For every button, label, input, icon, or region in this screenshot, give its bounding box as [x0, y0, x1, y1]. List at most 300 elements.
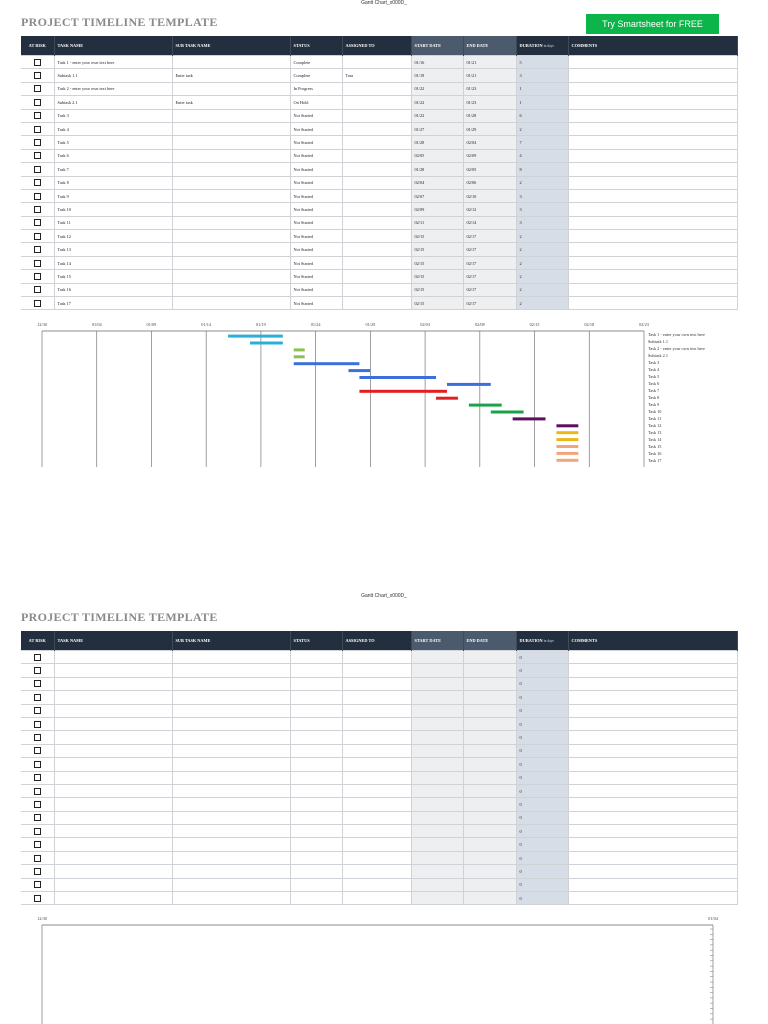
- end-date-cell[interactable]: 01/23: [463, 82, 516, 95]
- end-date-cell[interactable]: [463, 704, 516, 717]
- comments-cell[interactable]: [568, 677, 737, 690]
- status-cell[interactable]: [290, 677, 342, 690]
- duration-cell[interactable]: 0: [516, 825, 568, 838]
- start-date-cell[interactable]: [411, 664, 463, 677]
- start-date-cell[interactable]: [411, 825, 463, 838]
- at-risk-checkbox[interactable]: [34, 801, 41, 808]
- status-cell[interactable]: [290, 731, 342, 744]
- comments-cell[interactable]: [568, 651, 737, 664]
- assigned-to-cell[interactable]: [342, 203, 411, 216]
- start-date-cell[interactable]: 02/15: [411, 256, 463, 269]
- sub-task-cell[interactable]: [172, 811, 290, 824]
- task-name-cell[interactable]: [54, 744, 172, 757]
- sub-task-cell[interactable]: Enter task: [172, 96, 290, 109]
- sub-task-cell[interactable]: [172, 892, 290, 905]
- task-name-cell[interactable]: Task 16: [54, 283, 172, 296]
- status-cell[interactable]: In Progress: [290, 82, 342, 95]
- start-date-cell[interactable]: [411, 811, 463, 824]
- at-risk-checkbox[interactable]: [34, 654, 41, 661]
- start-date-cell[interactable]: [411, 731, 463, 744]
- duration-cell[interactable]: 3: [516, 216, 568, 229]
- comments-cell[interactable]: [568, 717, 737, 730]
- comments-cell[interactable]: [568, 203, 737, 216]
- duration-cell[interactable]: 0: [516, 771, 568, 784]
- sub-task-cell[interactable]: [172, 203, 290, 216]
- sub-task-cell[interactable]: [172, 651, 290, 664]
- at-risk-checkbox[interactable]: [34, 72, 41, 79]
- assigned-to-cell[interactable]: [342, 744, 411, 757]
- task-name-cell[interactable]: Task 9: [54, 189, 172, 202]
- assigned-to-cell[interactable]: [342, 256, 411, 269]
- status-cell[interactable]: [290, 878, 342, 891]
- task-name-cell[interactable]: [54, 865, 172, 878]
- start-date-cell[interactable]: 02/09: [411, 203, 463, 216]
- sub-task-cell[interactable]: Enter task: [172, 69, 290, 82]
- status-cell[interactable]: [290, 825, 342, 838]
- duration-cell[interactable]: 0: [516, 798, 568, 811]
- assigned-to-cell[interactable]: Tara: [342, 69, 411, 82]
- assigned-to-cell[interactable]: [342, 825, 411, 838]
- duration-cell[interactable]: 3: [516, 189, 568, 202]
- end-date-cell[interactable]: 01/21: [463, 69, 516, 82]
- status-cell[interactable]: Not Started: [290, 256, 342, 269]
- at-risk-checkbox[interactable]: [34, 300, 41, 307]
- status-cell[interactable]: [290, 704, 342, 717]
- end-date-cell[interactable]: 02/17: [463, 230, 516, 243]
- at-risk-checkbox[interactable]: [34, 179, 41, 186]
- assigned-to-cell[interactable]: [342, 691, 411, 704]
- start-date-cell[interactable]: 02/15: [411, 230, 463, 243]
- sub-task-cell[interactable]: [172, 664, 290, 677]
- task-name-cell[interactable]: [54, 811, 172, 824]
- at-risk-checkbox[interactable]: [34, 814, 41, 821]
- task-name-cell[interactable]: Task 6: [54, 149, 172, 162]
- end-date-cell[interactable]: [463, 664, 516, 677]
- end-date-cell[interactable]: 02/17: [463, 256, 516, 269]
- duration-cell[interactable]: 0: [516, 744, 568, 757]
- duration-cell[interactable]: 2: [516, 270, 568, 283]
- end-date-cell[interactable]: [463, 758, 516, 771]
- at-risk-checkbox[interactable]: [34, 193, 41, 200]
- at-risk-checkbox[interactable]: [34, 260, 41, 267]
- assigned-to-cell[interactable]: [342, 731, 411, 744]
- assigned-to-cell[interactable]: [342, 230, 411, 243]
- status-cell[interactable]: [290, 798, 342, 811]
- sub-task-cell[interactable]: [172, 744, 290, 757]
- comments-cell[interactable]: [568, 109, 737, 122]
- comments-cell[interactable]: [568, 744, 737, 757]
- start-date-cell[interactable]: [411, 691, 463, 704]
- duration-cell[interactable]: 2: [516, 297, 568, 310]
- comments-cell[interactable]: [568, 838, 737, 851]
- comments-cell[interactable]: [568, 96, 737, 109]
- status-cell[interactable]: [290, 784, 342, 797]
- assigned-to-cell[interactable]: [342, 677, 411, 690]
- start-date-cell[interactable]: [411, 838, 463, 851]
- end-date-cell[interactable]: [463, 851, 516, 864]
- comments-cell[interactable]: [568, 122, 737, 135]
- duration-cell[interactable]: 2: [516, 243, 568, 256]
- duration-cell[interactable]: 3: [516, 203, 568, 216]
- at-risk-checkbox[interactable]: [34, 761, 41, 768]
- status-cell[interactable]: Not Started: [290, 189, 342, 202]
- start-date-cell[interactable]: 02/15: [411, 297, 463, 310]
- end-date-cell[interactable]: [463, 771, 516, 784]
- start-date-cell[interactable]: 01/18: [411, 69, 463, 82]
- status-cell[interactable]: [290, 691, 342, 704]
- sub-task-cell[interactable]: [172, 163, 290, 176]
- sub-task-cell[interactable]: [172, 798, 290, 811]
- duration-cell[interactable]: 0: [516, 677, 568, 690]
- assigned-to-cell[interactable]: [342, 651, 411, 664]
- comments-cell[interactable]: [568, 771, 737, 784]
- assigned-to-cell[interactable]: [342, 243, 411, 256]
- at-risk-checkbox[interactable]: [34, 707, 41, 714]
- comments-cell[interactable]: [568, 176, 737, 189]
- comments-cell[interactable]: [568, 851, 737, 864]
- sub-task-cell[interactable]: [172, 297, 290, 310]
- duration-cell[interactable]: 0: [516, 758, 568, 771]
- comments-cell[interactable]: [568, 691, 737, 704]
- sub-task-cell[interactable]: [172, 243, 290, 256]
- duration-cell[interactable]: 0: [516, 664, 568, 677]
- start-date-cell[interactable]: 01/22: [411, 82, 463, 95]
- task-name-cell[interactable]: Task 2 - enter your own text here: [54, 82, 172, 95]
- status-cell[interactable]: [290, 758, 342, 771]
- at-risk-checkbox[interactable]: [34, 747, 41, 754]
- task-name-cell[interactable]: [54, 704, 172, 717]
- duration-cell[interactable]: 0: [516, 691, 568, 704]
- end-date-cell[interactable]: 02/17: [463, 270, 516, 283]
- at-risk-checkbox[interactable]: [34, 152, 41, 159]
- sub-task-cell[interactable]: [172, 677, 290, 690]
- task-name-cell[interactable]: Task 5: [54, 136, 172, 149]
- task-name-cell[interactable]: Subtask 2.1: [54, 96, 172, 109]
- comments-cell[interactable]: [568, 892, 737, 905]
- sub-task-cell[interactable]: [172, 256, 290, 269]
- task-name-cell[interactable]: Task 4: [54, 122, 172, 135]
- comments-cell[interactable]: [568, 878, 737, 891]
- status-cell[interactable]: Not Started: [290, 243, 342, 256]
- end-date-cell[interactable]: [463, 892, 516, 905]
- comments-cell[interactable]: [568, 69, 737, 82]
- task-name-cell[interactable]: [54, 851, 172, 864]
- comments-cell[interactable]: [568, 798, 737, 811]
- end-date-cell[interactable]: 01/29: [463, 122, 516, 135]
- task-name-cell[interactable]: Task 1 - enter your own text here: [54, 56, 172, 69]
- comments-cell[interactable]: [568, 163, 737, 176]
- end-date-cell[interactable]: 02/04: [463, 136, 516, 149]
- sub-task-cell[interactable]: [172, 216, 290, 229]
- task-name-cell[interactable]: Task 13: [54, 243, 172, 256]
- start-date-cell[interactable]: 01/22: [411, 96, 463, 109]
- task-name-cell[interactable]: [54, 892, 172, 905]
- assigned-to-cell[interactable]: [342, 96, 411, 109]
- task-name-cell[interactable]: [54, 771, 172, 784]
- task-name-cell[interactable]: [54, 664, 172, 677]
- start-date-cell[interactable]: 01/28: [411, 136, 463, 149]
- assigned-to-cell[interactable]: [342, 771, 411, 784]
- end-date-cell[interactable]: 02/09: [463, 149, 516, 162]
- end-date-cell[interactable]: 01/23: [463, 96, 516, 109]
- assigned-to-cell[interactable]: [342, 176, 411, 189]
- comments-cell[interactable]: [568, 865, 737, 878]
- duration-cell[interactable]: 2: [516, 283, 568, 296]
- task-name-cell[interactable]: [54, 758, 172, 771]
- start-date-cell[interactable]: 02/04: [411, 176, 463, 189]
- end-date-cell[interactable]: [463, 691, 516, 704]
- status-cell[interactable]: [290, 811, 342, 824]
- comments-cell[interactable]: [568, 811, 737, 824]
- sub-task-cell[interactable]: [172, 122, 290, 135]
- task-name-cell[interactable]: Task 3: [54, 109, 172, 122]
- at-risk-checkbox[interactable]: [34, 881, 41, 888]
- sub-task-cell[interactable]: [172, 838, 290, 851]
- start-date-cell[interactable]: 02/11: [411, 216, 463, 229]
- end-date-cell[interactable]: 02/12: [463, 203, 516, 216]
- at-risk-checkbox[interactable]: [34, 774, 41, 781]
- status-cell[interactable]: Not Started: [290, 136, 342, 149]
- status-cell[interactable]: Not Started: [290, 203, 342, 216]
- sub-task-cell[interactable]: [172, 82, 290, 95]
- assigned-to-cell[interactable]: [342, 270, 411, 283]
- sub-task-cell[interactable]: [172, 56, 290, 69]
- status-cell[interactable]: Not Started: [290, 216, 342, 229]
- at-risk-checkbox[interactable]: [34, 99, 41, 106]
- comments-cell[interactable]: [568, 136, 737, 149]
- comments-cell[interactable]: [568, 56, 737, 69]
- sub-task-cell[interactable]: [172, 189, 290, 202]
- status-cell[interactable]: [290, 865, 342, 878]
- end-date-cell[interactable]: [463, 878, 516, 891]
- start-date-cell[interactable]: 01/27: [411, 122, 463, 135]
- assigned-to-cell[interactable]: [342, 122, 411, 135]
- status-cell[interactable]: [290, 838, 342, 851]
- sub-task-cell[interactable]: [172, 825, 290, 838]
- comments-cell[interactable]: [568, 270, 737, 283]
- task-name-cell[interactable]: [54, 878, 172, 891]
- comments-cell[interactable]: [568, 704, 737, 717]
- sub-task-cell[interactable]: [172, 176, 290, 189]
- start-date-cell[interactable]: [411, 851, 463, 864]
- at-risk-checkbox[interactable]: [34, 828, 41, 835]
- duration-cell[interactable]: 0: [516, 851, 568, 864]
- at-risk-checkbox[interactable]: [34, 286, 41, 293]
- start-date-cell[interactable]: [411, 651, 463, 664]
- assigned-to-cell[interactable]: [342, 664, 411, 677]
- at-risk-checkbox[interactable]: [34, 246, 41, 253]
- start-date-cell[interactable]: 02/15: [411, 283, 463, 296]
- at-risk-checkbox[interactable]: [34, 721, 41, 728]
- start-date-cell[interactable]: 02/15: [411, 243, 463, 256]
- start-date-cell[interactable]: 02/07: [411, 189, 463, 202]
- status-cell[interactable]: Not Started: [290, 109, 342, 122]
- duration-cell[interactable]: 2: [516, 122, 568, 135]
- at-risk-checkbox[interactable]: [34, 788, 41, 795]
- status-cell[interactable]: Complete: [290, 69, 342, 82]
- task-name-cell[interactable]: Task 8: [54, 176, 172, 189]
- sub-task-cell[interactable]: [172, 851, 290, 864]
- duration-cell[interactable]: 5: [516, 56, 568, 69]
- assigned-to-cell[interactable]: [342, 878, 411, 891]
- end-date-cell[interactable]: 02/06: [463, 176, 516, 189]
- status-cell[interactable]: [290, 651, 342, 664]
- status-cell[interactable]: Not Started: [290, 176, 342, 189]
- task-name-cell[interactable]: [54, 677, 172, 690]
- task-name-cell[interactable]: Task 7: [54, 163, 172, 176]
- sub-task-cell[interactable]: [172, 771, 290, 784]
- status-cell[interactable]: Not Started: [290, 149, 342, 162]
- sub-task-cell[interactable]: [172, 717, 290, 730]
- sub-task-cell[interactable]: [172, 283, 290, 296]
- sub-task-cell[interactable]: [172, 731, 290, 744]
- end-date-cell[interactable]: 01/28: [463, 109, 516, 122]
- assigned-to-cell[interactable]: [342, 109, 411, 122]
- sub-task-cell[interactable]: [172, 865, 290, 878]
- start-date-cell[interactable]: [411, 704, 463, 717]
- assigned-to-cell[interactable]: [342, 798, 411, 811]
- duration-cell[interactable]: 0: [516, 731, 568, 744]
- start-date-cell[interactable]: [411, 771, 463, 784]
- status-cell[interactable]: [290, 744, 342, 757]
- end-date-cell[interactable]: [463, 731, 516, 744]
- sub-task-cell[interactable]: [172, 270, 290, 283]
- assigned-to-cell[interactable]: [342, 758, 411, 771]
- start-date-cell[interactable]: [411, 892, 463, 905]
- duration-cell[interactable]: 0: [516, 838, 568, 851]
- end-date-cell[interactable]: 02/05: [463, 163, 516, 176]
- end-date-cell[interactable]: 02/17: [463, 283, 516, 296]
- assigned-to-cell[interactable]: [342, 865, 411, 878]
- end-date-cell[interactable]: [463, 865, 516, 878]
- sub-task-cell[interactable]: [172, 878, 290, 891]
- duration-cell[interactable]: 0: [516, 704, 568, 717]
- comments-cell[interactable]: [568, 825, 737, 838]
- status-cell[interactable]: Complete: [290, 56, 342, 69]
- at-risk-checkbox[interactable]: [34, 233, 41, 240]
- duration-cell[interactable]: 0: [516, 878, 568, 891]
- at-risk-checkbox[interactable]: [34, 734, 41, 741]
- assigned-to-cell[interactable]: [342, 784, 411, 797]
- duration-cell[interactable]: 2: [516, 256, 568, 269]
- comments-cell[interactable]: [568, 82, 737, 95]
- end-date-cell[interactable]: [463, 744, 516, 757]
- assigned-to-cell[interactable]: [342, 297, 411, 310]
- sub-task-cell[interactable]: [172, 136, 290, 149]
- at-risk-checkbox[interactable]: [34, 85, 41, 92]
- duration-cell[interactable]: 6: [516, 109, 568, 122]
- status-cell[interactable]: Not Started: [290, 122, 342, 135]
- assigned-to-cell[interactable]: [342, 82, 411, 95]
- end-date-cell[interactable]: 02/17: [463, 297, 516, 310]
- duration-cell[interactable]: 2: [516, 230, 568, 243]
- task-name-cell[interactable]: Task 10: [54, 203, 172, 216]
- end-date-cell[interactable]: 02/14: [463, 216, 516, 229]
- start-date-cell[interactable]: [411, 784, 463, 797]
- end-date-cell[interactable]: [463, 677, 516, 690]
- duration-cell[interactable]: 7: [516, 136, 568, 149]
- duration-cell[interactable]: 4: [516, 149, 568, 162]
- status-cell[interactable]: [290, 717, 342, 730]
- task-name-cell[interactable]: Task 14: [54, 256, 172, 269]
- assigned-to-cell[interactable]: [342, 189, 411, 202]
- assigned-to-cell[interactable]: [342, 216, 411, 229]
- end-date-cell[interactable]: [463, 811, 516, 824]
- duration-cell[interactable]: 0: [516, 865, 568, 878]
- duration-cell[interactable]: 1: [516, 82, 568, 95]
- task-name-cell[interactable]: [54, 731, 172, 744]
- task-name-cell[interactable]: Task 12: [54, 230, 172, 243]
- try-smartsheet-button[interactable]: Try Smartsheet for FREE: [586, 14, 719, 34]
- assigned-to-cell[interactable]: [342, 704, 411, 717]
- comments-cell[interactable]: [568, 216, 737, 229]
- task-name-cell[interactable]: Subtask 1.1: [54, 69, 172, 82]
- task-name-cell[interactable]: [54, 838, 172, 851]
- comments-cell[interactable]: [568, 784, 737, 797]
- duration-cell[interactable]: 2: [516, 176, 568, 189]
- end-date-cell[interactable]: 01/21: [463, 56, 516, 69]
- comments-cell[interactable]: [568, 256, 737, 269]
- task-name-cell[interactable]: Task 15: [54, 270, 172, 283]
- comments-cell[interactable]: [568, 149, 737, 162]
- task-name-cell[interactable]: [54, 825, 172, 838]
- status-cell[interactable]: [290, 664, 342, 677]
- start-date-cell[interactable]: [411, 744, 463, 757]
- start-date-cell[interactable]: 01/22: [411, 109, 463, 122]
- at-risk-checkbox[interactable]: [34, 895, 41, 902]
- sub-task-cell[interactable]: [172, 784, 290, 797]
- sub-task-cell[interactable]: [172, 230, 290, 243]
- status-cell[interactable]: [290, 892, 342, 905]
- assigned-to-cell[interactable]: [342, 136, 411, 149]
- at-risk-checkbox[interactable]: [34, 126, 41, 133]
- duration-cell[interactable]: 8: [516, 163, 568, 176]
- duration-cell[interactable]: 0: [516, 811, 568, 824]
- assigned-to-cell[interactable]: [342, 56, 411, 69]
- at-risk-checkbox[interactable]: [34, 680, 41, 687]
- start-date-cell[interactable]: [411, 798, 463, 811]
- at-risk-checkbox[interactable]: [34, 667, 41, 674]
- start-date-cell[interactable]: [411, 677, 463, 690]
- status-cell[interactable]: Not Started: [290, 283, 342, 296]
- at-risk-checkbox[interactable]: [34, 855, 41, 862]
- comments-cell[interactable]: [568, 297, 737, 310]
- assigned-to-cell[interactable]: [342, 149, 411, 162]
- task-name-cell[interactable]: Task 11: [54, 216, 172, 229]
- status-cell[interactable]: Not Started: [290, 230, 342, 243]
- assigned-to-cell[interactable]: [342, 163, 411, 176]
- start-date-cell[interactable]: 01/28: [411, 163, 463, 176]
- task-name-cell[interactable]: [54, 691, 172, 704]
- assigned-to-cell[interactable]: [342, 892, 411, 905]
- end-date-cell[interactable]: [463, 825, 516, 838]
- duration-cell[interactable]: 1: [516, 96, 568, 109]
- end-date-cell[interactable]: [463, 784, 516, 797]
- sub-task-cell[interactable]: [172, 149, 290, 162]
- at-risk-checkbox[interactable]: [34, 219, 41, 226]
- comments-cell[interactable]: [568, 664, 737, 677]
- at-risk-checkbox[interactable]: [34, 112, 41, 119]
- at-risk-checkbox[interactable]: [34, 273, 41, 280]
- status-cell[interactable]: [290, 771, 342, 784]
- assigned-to-cell[interactable]: [342, 838, 411, 851]
- start-date-cell[interactable]: [411, 865, 463, 878]
- duration-cell[interactable]: 0: [516, 784, 568, 797]
- at-risk-checkbox[interactable]: [34, 206, 41, 213]
- start-date-cell[interactable]: [411, 878, 463, 891]
- sub-task-cell[interactable]: [172, 704, 290, 717]
- task-name-cell[interactable]: Task 17: [54, 297, 172, 310]
